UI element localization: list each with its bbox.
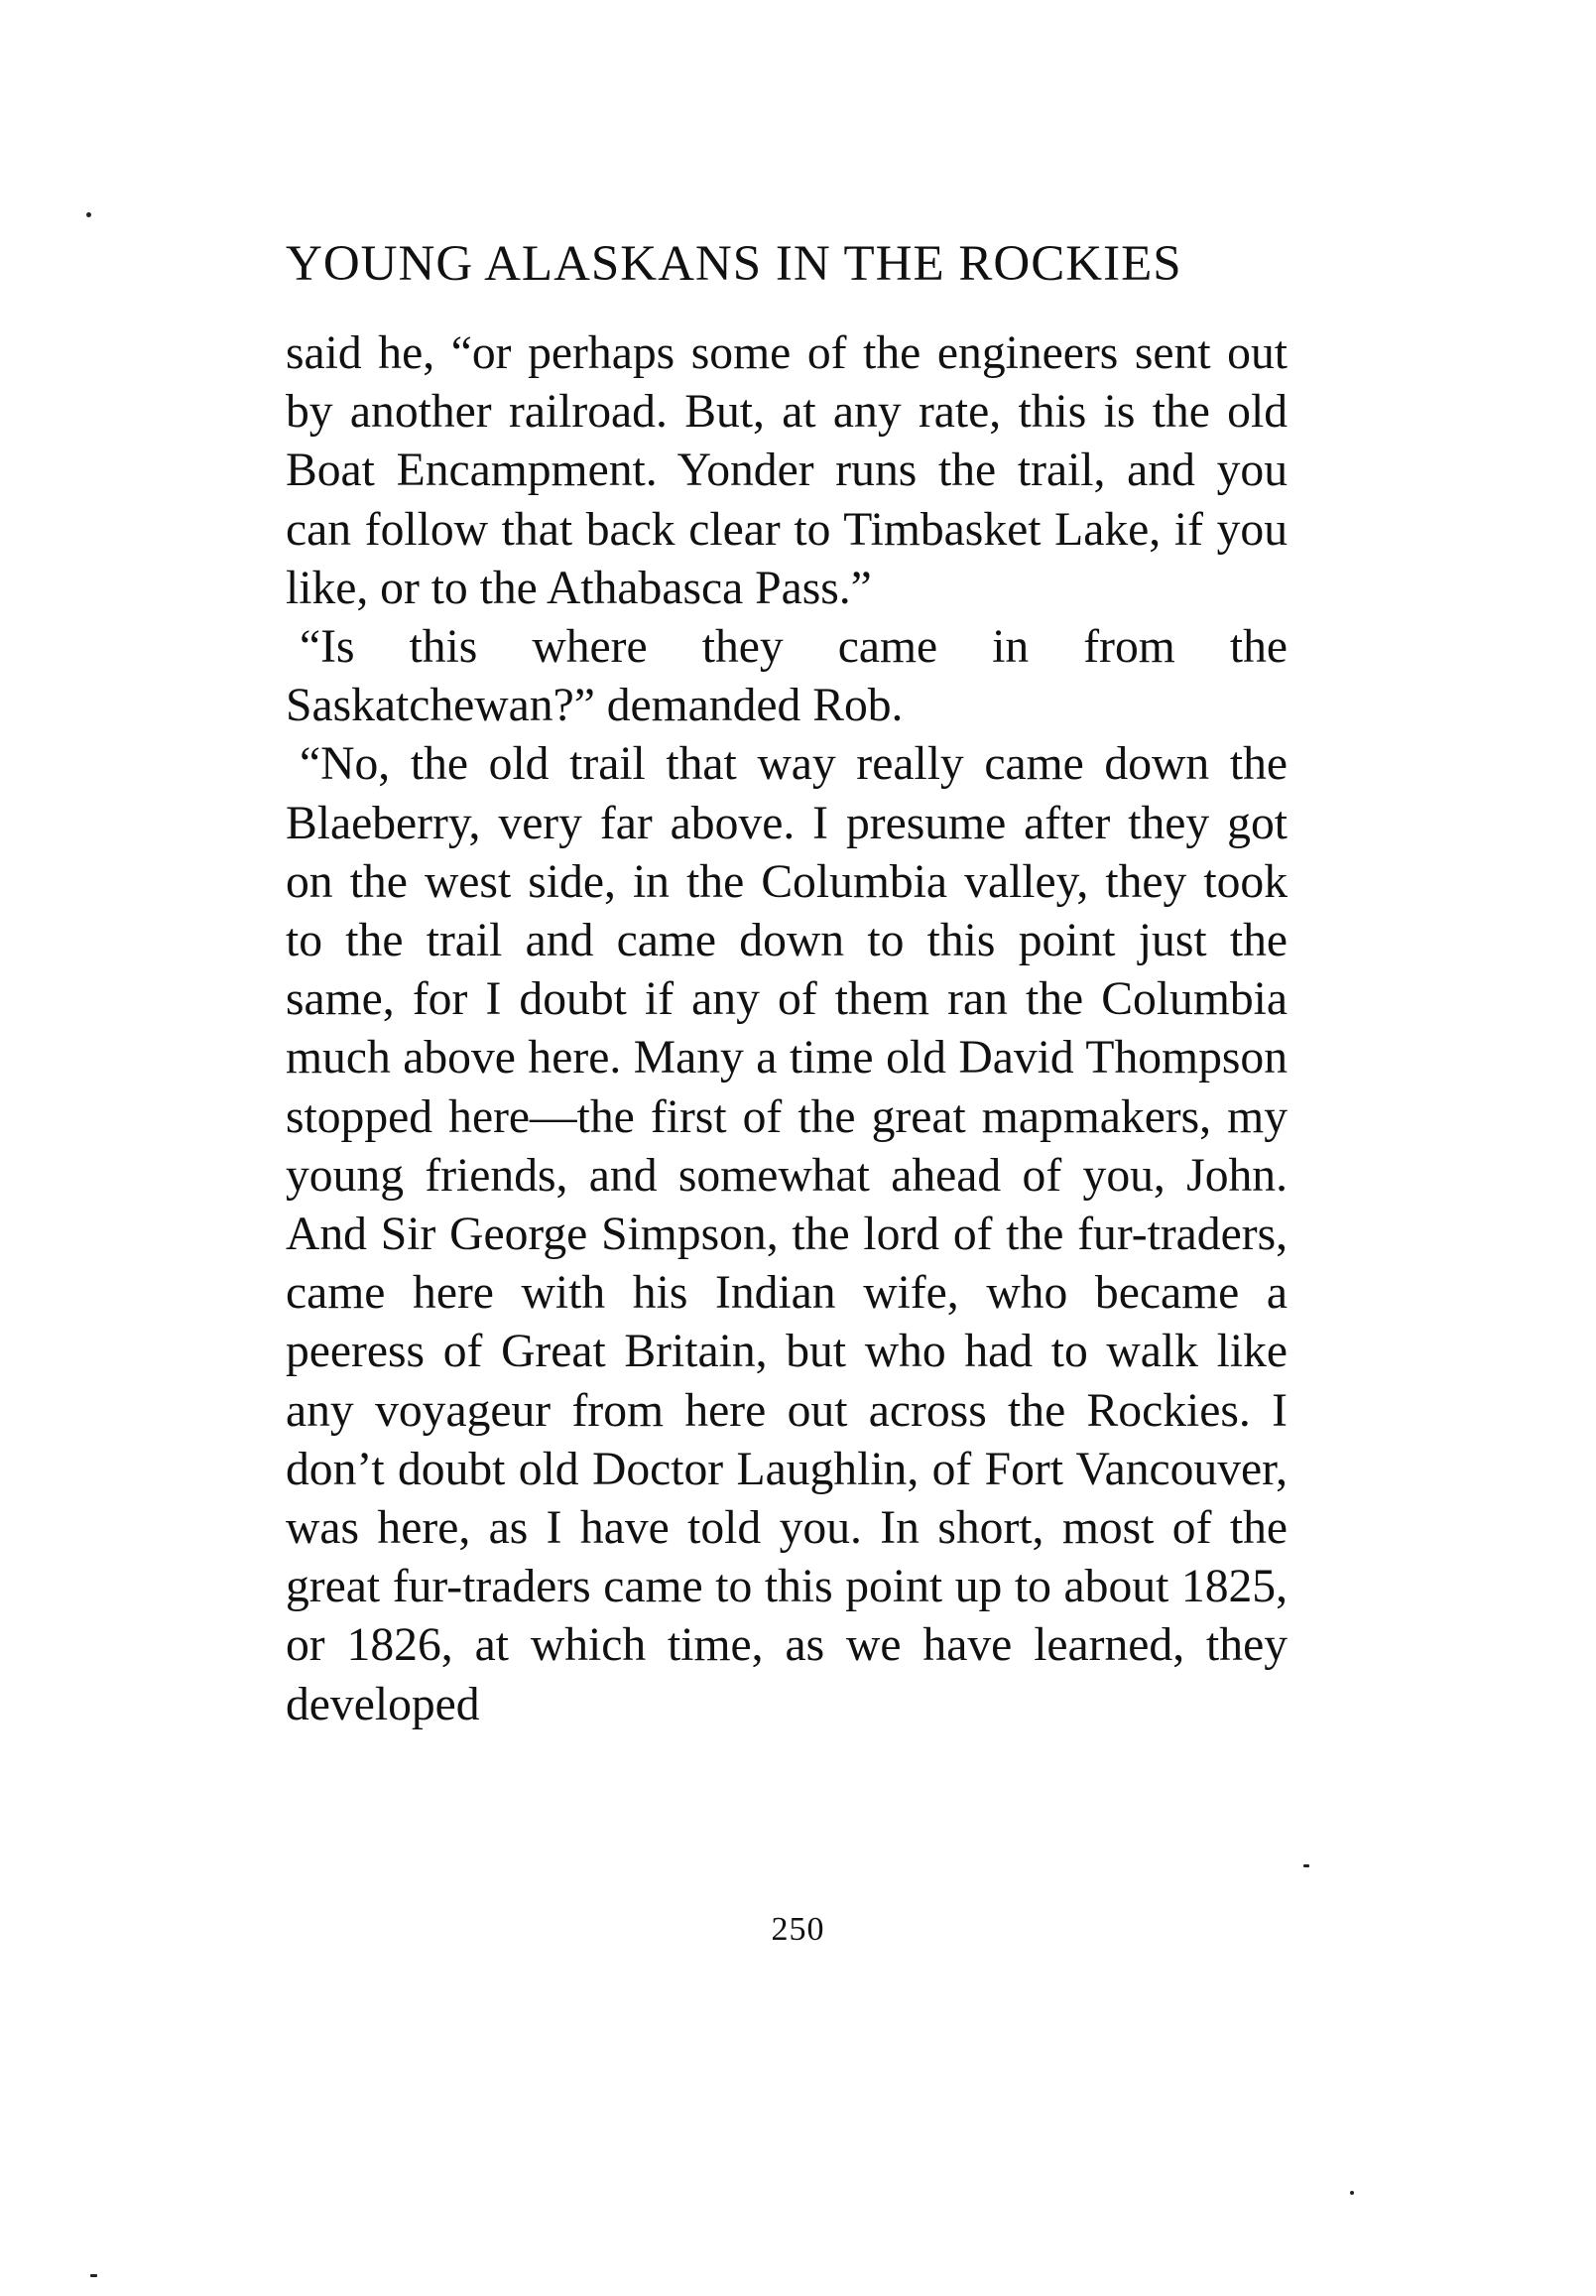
running-head: YOUNG ALASKANS IN THE ROCKIES	[286, 236, 1182, 292]
page-number: 250	[771, 1911, 825, 1948]
scan-speck	[1303, 1864, 1309, 1867]
body-text	[286, 324, 1288, 1734]
paragraph-trail-history: “No, the old trail that way really came down the Blaeberry, very far above. I presume after they got on the west side, in the Columbia valley, they took to the trail and came down to this point just the same, for I doubt if any of them ran the Columbia much above here. Many a time old David Thompson stopped here—the first of the great mapmakers, my young friends, and somewhat ahead of you, John. And Sir George Simpson, the lord of the fur-traders, came here with his Indian wife, who became a peeress of Great Britain, but who had to walk like any voyageur from here out across the Rockies. I don’t doubt old Doctor Laughlin, of Fort Vancouver, was here, as I have told you. In short, most of the great fur-traders came to this point up to about 1825, or 1826, at which time, as we have learned, they developed	[286, 738, 1288, 1730]
paragraph-rob-question: “Is this where they came in from the Saskatchewan?” demanded Rob.	[286, 621, 1288, 732]
scan-speck	[90, 2274, 97, 2277]
scan-speck	[86, 212, 91, 217]
paragraph-continued: said he, “or perhaps some of the engineers sent out by another railroad. But, at any rate, this is the old Boat Encampment. Yonder runs the trail, and you can follow that back clear to Timbasket Lake, if you like, or to the Athabasca Pass.”	[286, 327, 1288, 614]
scan-speck	[1350, 2191, 1354, 2195]
